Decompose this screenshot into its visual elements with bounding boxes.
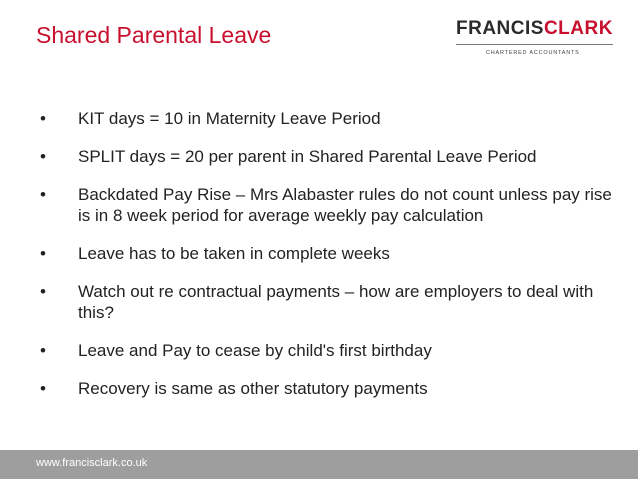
logo-word-clark: CLARK	[543, 18, 613, 39]
logo-subtitle: CHARTERED ACCOUNTANTS	[486, 50, 580, 56]
bullet-text: Leave and Pay to cease by child's first birthday	[78, 341, 432, 360]
bullet-item	[40, 146, 620, 167]
bullet-item	[40, 184, 620, 226]
bullet-marker: •	[40, 341, 46, 360]
francis-clark-logo	[456, 18, 616, 68]
bullet-marker: •	[40, 244, 46, 263]
bullet-item	[40, 378, 620, 399]
bullet-text: Recovery is same as other statutory payments	[78, 379, 428, 398]
bullet-marker: •	[40, 147, 46, 166]
slide-title: Shared Parental Leave	[36, 22, 272, 48]
bullet-marker: •	[40, 185, 46, 204]
logo-word-francis: FRANCIS	[456, 18, 544, 39]
bullet-marker: •	[40, 282, 46, 301]
bullet-item	[40, 108, 620, 129]
logo-wordmark	[456, 18, 613, 40]
bullet-marker: •	[40, 379, 46, 398]
footer-bar	[0, 450, 638, 479]
bullet-text: Watch out re contractual payments – how are employers to deal with this?	[78, 282, 594, 322]
bullet-item	[40, 243, 620, 264]
bullet-item	[40, 340, 620, 361]
bullet-list	[40, 108, 620, 416]
bullet-text: KIT days = 10 in Maternity Leave Period	[78, 109, 381, 128]
bullet-item	[40, 281, 620, 323]
bullet-marker: •	[40, 109, 46, 128]
logo-divider	[456, 44, 613, 45]
bullet-text: Leave has to be taken in complete weeks	[78, 244, 390, 263]
bullet-text: SPLIT days = 20 per parent in Shared Parental Leave Period	[78, 147, 537, 166]
footer-url[interactable]: www.francisclark.co.uk	[36, 457, 148, 469]
bullet-text: Backdated Pay Rise – Mrs Alabaster rules do not count unless pay rise is in 8 week period for average weekly pay calculation	[78, 185, 612, 225]
